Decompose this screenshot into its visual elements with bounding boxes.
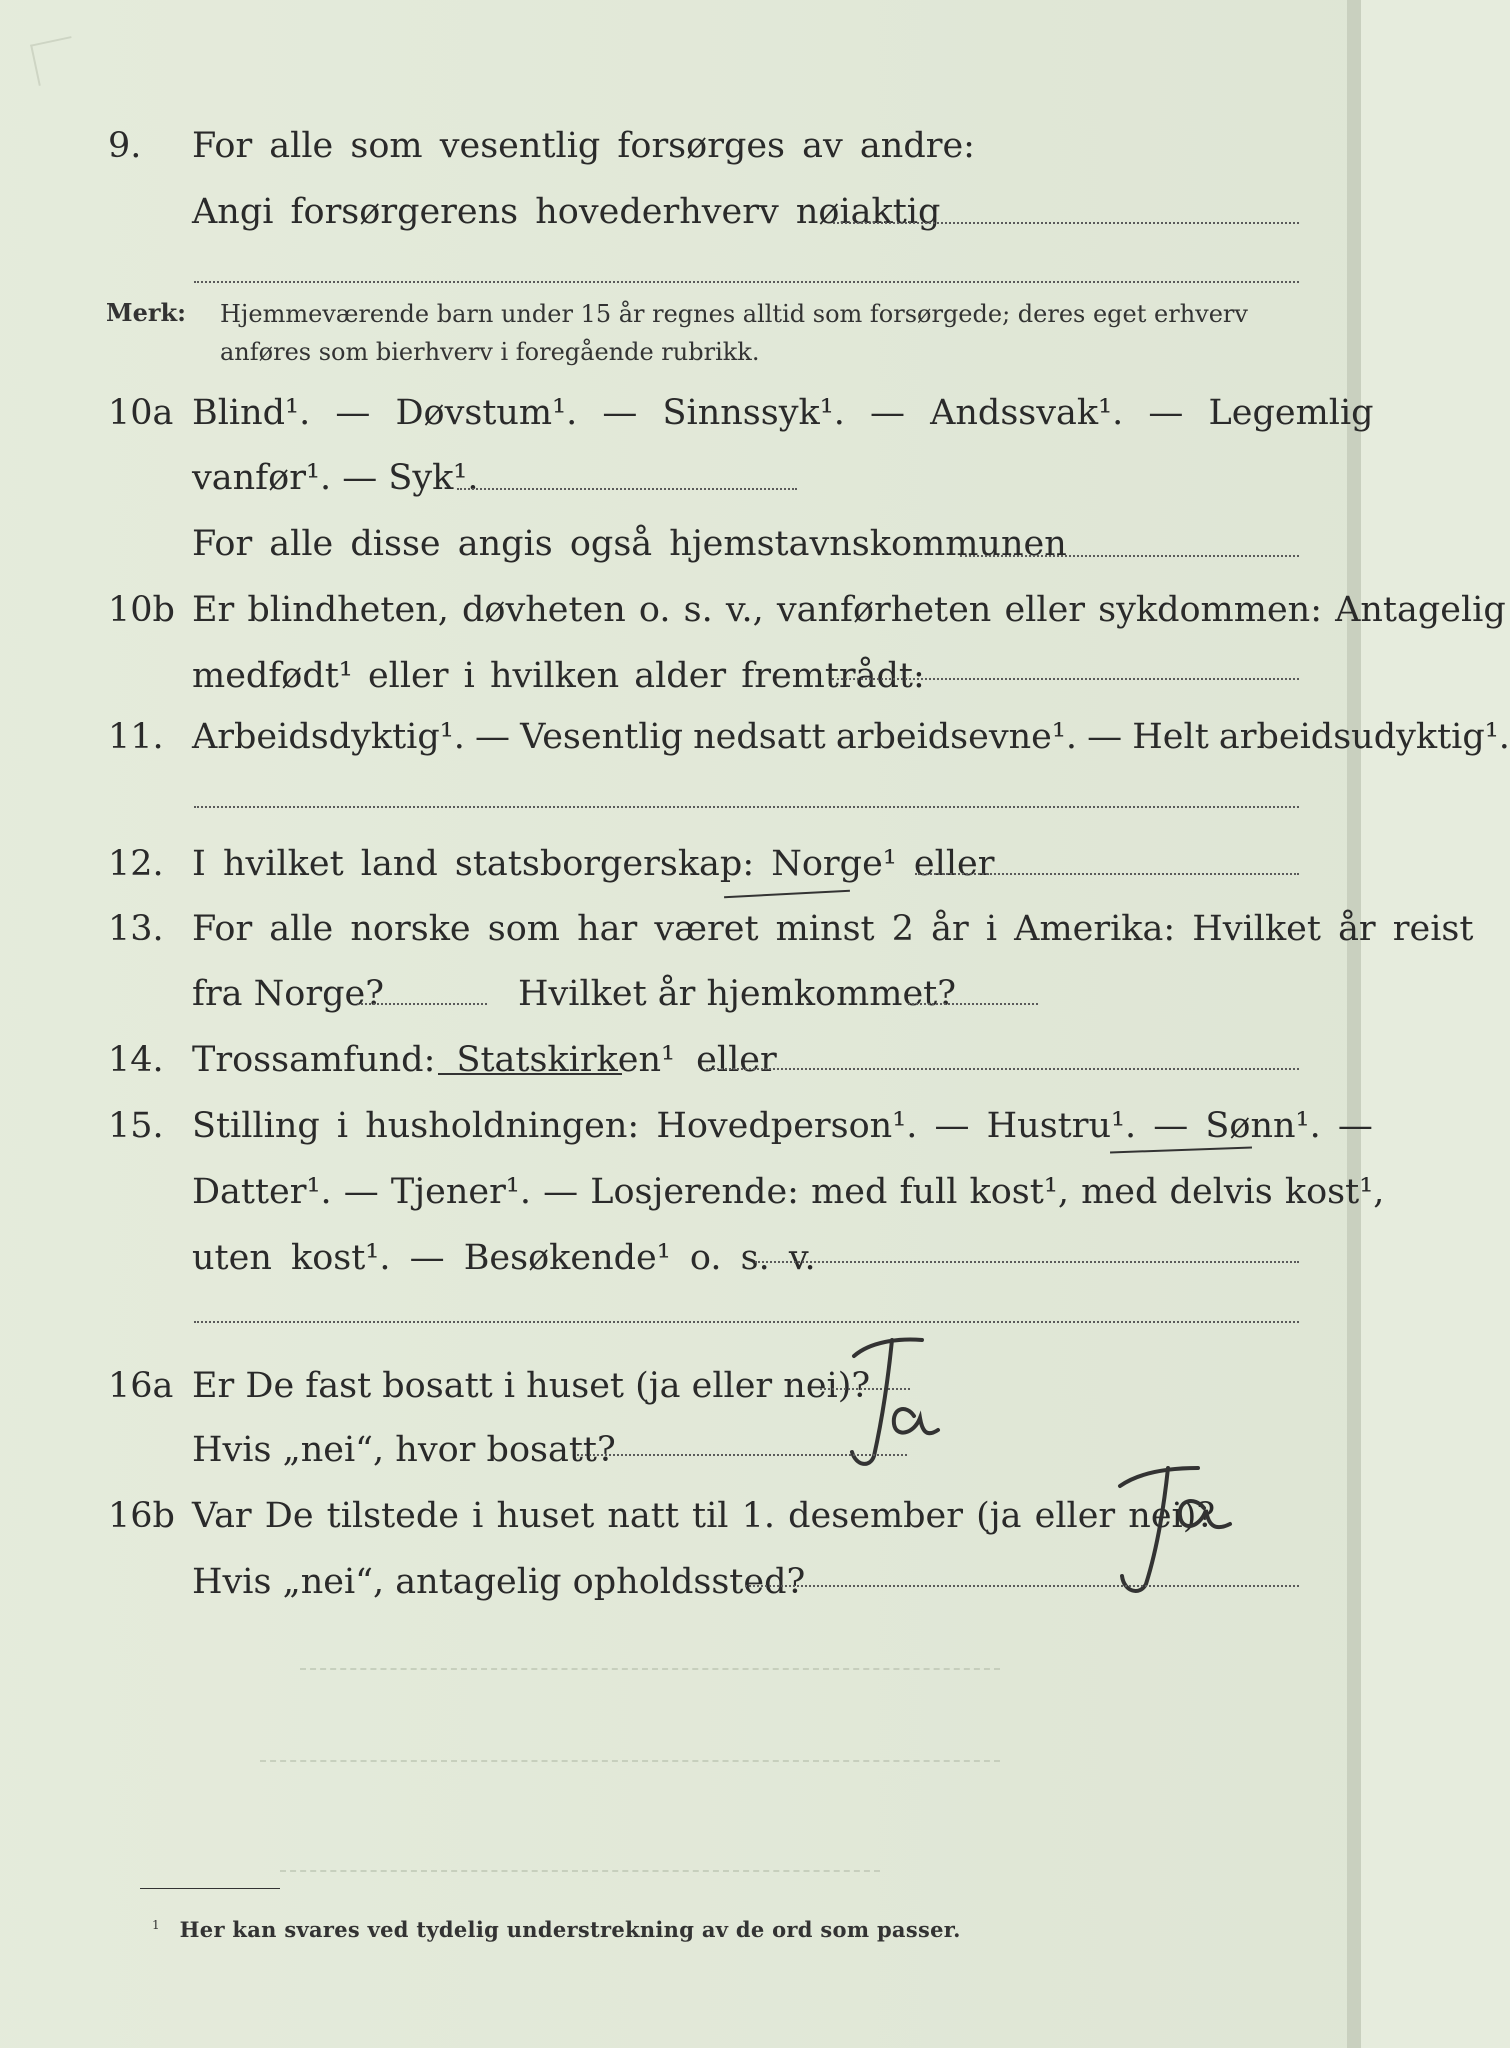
q13-hjemkommet-field[interactable] — [908, 1003, 1038, 1005]
norge-underline — [724, 890, 850, 899]
q12-text-1: I hvilket land statsborgerskap: Norge¹ eller — [192, 844, 995, 884]
page-edge — [1347, 0, 1361, 2048]
q15-answer-field[interactable] — [755, 1261, 1299, 1263]
q13-text-2b: Hvilket år hjemkommet? — [518, 974, 957, 1014]
q16b-answer-field[interactable] — [745, 1585, 1299, 1587]
q16b-text-1: Var De tilstede i huset natt til 1. desember (ja eller nei)? — [192, 1496, 1216, 1536]
q10a-text-2: vanfør¹. — Syk¹. — [192, 458, 479, 498]
q10b-number: 10b — [108, 590, 175, 630]
q16a-bosatt-field[interactable] — [577, 1454, 907, 1456]
footnote-rule — [140, 1888, 280, 1889]
q12-number: 12. — [108, 844, 164, 884]
q9-answer-field[interactable] — [833, 222, 1299, 224]
bleed-through — [300, 1668, 1000, 1670]
q9-number: 9. — [108, 126, 142, 166]
merk-label: Merk: — [106, 298, 186, 327]
q10b-text-2: medfødt¹ eller i hvilken alder fremtrådt: — [192, 656, 925, 696]
q15-text-1: Stilling i husholdningen: Hovedperson¹. — Hustru¹. — Sønn¹. — — [192, 1106, 1373, 1146]
q16b-handwritten-answer — [1100, 1446, 1260, 1596]
q15-answer-field-2[interactable] — [194, 1321, 1299, 1323]
q11-answer-field[interactable] — [194, 806, 1299, 808]
q15-number: 15. — [108, 1106, 164, 1146]
q16a-text-1: Er De fast bosatt i huset (ja eller nei)? — [192, 1366, 871, 1406]
q16a-number: 16a — [108, 1366, 174, 1406]
q10a-number: 10a — [108, 393, 174, 433]
q14-answer-field[interactable] — [706, 1068, 1299, 1070]
merk-text-2: anføres som bierhverv i foregående rubrikk. — [220, 338, 760, 366]
q11-text-1: Arbeidsdyktig¹. — Vesentlig nedsatt arbeidsevne¹. — Helt arbeidsudyktig¹. — [192, 717, 1510, 757]
q15-text-3: uten kost¹. — Besøkende¹ o. s. v. — [192, 1238, 816, 1278]
footnote-mark: 1 — [152, 1918, 160, 1932]
statskirken-underline — [438, 1073, 622, 1075]
q16b-number: 16b — [108, 1496, 175, 1536]
q15-text-2: Datter¹. — Tjener¹. — Losjerende: med full kost¹, med delvis kost¹, — [192, 1172, 1385, 1212]
q10a-answer-field[interactable] — [457, 488, 797, 490]
q14-text-1: Trossamfund: Statskirken¹ eller — [192, 1040, 777, 1080]
q9-answer-field-2[interactable] — [194, 281, 1299, 283]
folded-corner — [30, 36, 80, 86]
q14-number: 14. — [108, 1040, 164, 1080]
q13-text-1: For alle norske som har været minst 2 år i Amerika: Hvilket år reist — [192, 909, 1474, 949]
q9-text-2: Angi forsørgerens hovederhverv nøiaktig — [192, 192, 941, 232]
q16a-handwritten-answer — [826, 1320, 966, 1470]
q10a-text-1: Blind¹. — Døvstum¹. — Sinnssyk¹. — Andssvak¹. — Legemlig — [192, 393, 1374, 433]
footnote-text: Her kan svares ved tydelig understrekning av de ord som passer. — [179, 1917, 961, 1942]
q10a-hjemstavn-field[interactable] — [960, 555, 1299, 557]
q10b-text-1: Er blindheten, døvheten o. s. v., vanførheten eller sykdommen: Antagelig — [192, 590, 1506, 630]
q9-text-1: For alle som vesentlig forsørges av andre: — [192, 126, 975, 166]
q12-answer-field[interactable] — [915, 873, 1299, 875]
q13-number: 13. — [108, 909, 164, 949]
bleed-through — [260, 1760, 1000, 1762]
q16a-text-2: Hvis „nei“, hvor bosatt? — [192, 1430, 616, 1470]
q16b-text-2: Hvis „nei“, antagelig opholdssted? — [192, 1562, 806, 1602]
merk-text-1: Hjemmeværende barn under 15 år regnes alltid som forsørgede; deres eget erhverv — [220, 300, 1248, 328]
q11-number: 11. — [108, 717, 164, 757]
footnote — [152, 1917, 961, 1942]
q13-text-2a: fra Norge? — [192, 974, 384, 1014]
bleed-through — [280, 1870, 880, 1872]
q10b-answer-field[interactable] — [832, 678, 1299, 680]
q10a-text-3: For alle disse angis også hjemstavnskommunen — [192, 524, 1067, 564]
q13-reist-field[interactable] — [357, 1003, 487, 1005]
